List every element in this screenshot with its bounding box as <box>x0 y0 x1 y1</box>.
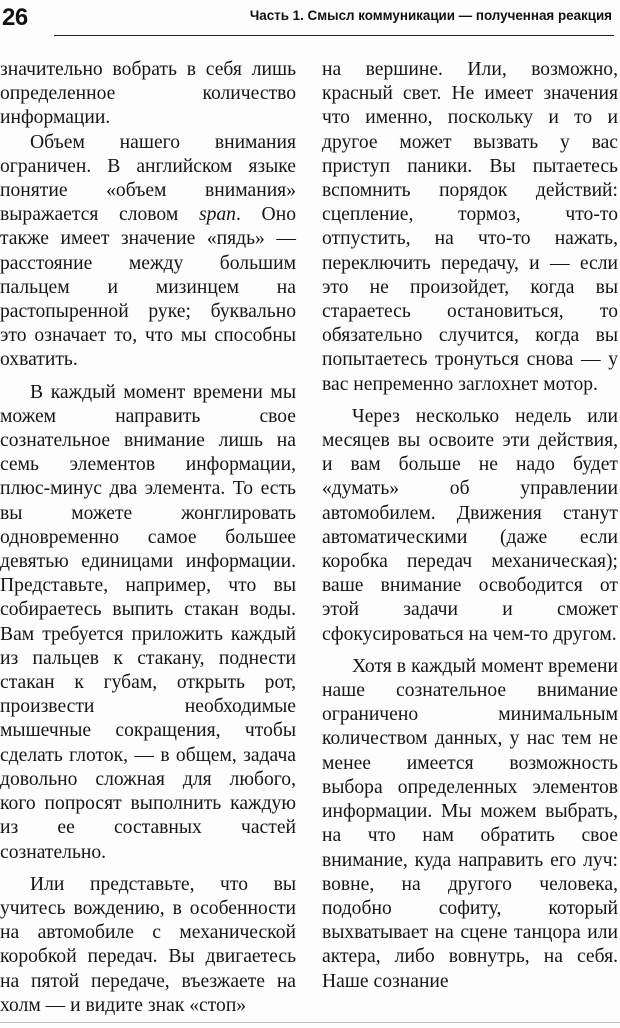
paragraph: В каждый момент времени мы можем направить свое сознательное внимание лишь на семь элементов информации, плюс-минус два элемента. То есть вы можете жонглировать одновременно самое большее девятью единицами информации. Представьте, например, что вы собираетесь выпить стакан воды. Вам требуется приложить каждый из пальцев к стакану, поднести стакан к губам, открыть рот, произвести необходимые мышечные сокращения, чтобы сделать глоток, — в общем, задача довольно сложная для любого, кого попросят выполнить каждую из ее составных частей сознательно. <box>0 381 296 863</box>
paragraph: Или представьте, что вы учитесь вождению, в особенности на автомобиле с механической коробкой передач. Вы двигаетесь на пятой передаче, въезжаете на холм — и видите знак «стоп» <box>0 873 296 1016</box>
right-column <box>322 58 618 994</box>
bottom-edge-line <box>0 1022 620 1023</box>
italic-term: span <box>198 204 236 226</box>
paragraph: значительно вобрать в себя лишь определенное количество информации. <box>0 59 296 129</box>
page-header <box>0 0 620 40</box>
paragraph: на вершине. Или, возможно, красный свет. Не имеет значения что именно, поскольку и то и другое может вызвать у вас приступ паники. Вы пытаетесь вспомнить порядок действий: сцепление, тормоз, что-то отпустить, на что-то нажать, переключить передачу, и — если это не произойдет, когда вы стараетесь остановиться, то обязательно случится, когда вы попытаетесь тронуться снова — у вас непременно заглохнет мотор. <box>322 59 618 395</box>
left-column <box>0 58 296 1018</box>
text-run: Объем нашего внимания ограничен. В английском языке понятие «объем внимания» выражается словом <box>0 131 296 226</box>
header-rule <box>54 35 614 36</box>
paragraph: Через несколько недель или месяцев вы освоите эти действия, и вам больше не надо будет «думать» об управлении автомобилем. Движения станут автоматическими (даже если коробка передач механическая); ваше внимание освободится от этой задачи и сможет сфокусироваться на чем-то другом. <box>322 405 618 645</box>
running-head: Часть 1. Смысл коммуникации — полученная реакция <box>249 8 612 23</box>
paragraph: Хотя в каждый момент времени наше сознательное внимание ограничено минимальным количеством данных, у нас тем не менее имеется возможность выбора определенных элементов информации. Мы можем выбрать, на что нам обратить свое внимание, куда направить его луч: вовне, на другого человека, подобно софиту, который выхватывает на сцене танцора или актера, либо вовнутрь, на себя. Наше сознание <box>322 655 618 992</box>
page-number: 26 <box>2 4 28 31</box>
text-run: . Оно также имеет значение «пядь» — расстояние между большим пальцем и мизинцем на растопыренной руке; буквально это означает то, что мы способны охватить. <box>0 204 296 371</box>
paragraph <box>0 131 296 373</box>
